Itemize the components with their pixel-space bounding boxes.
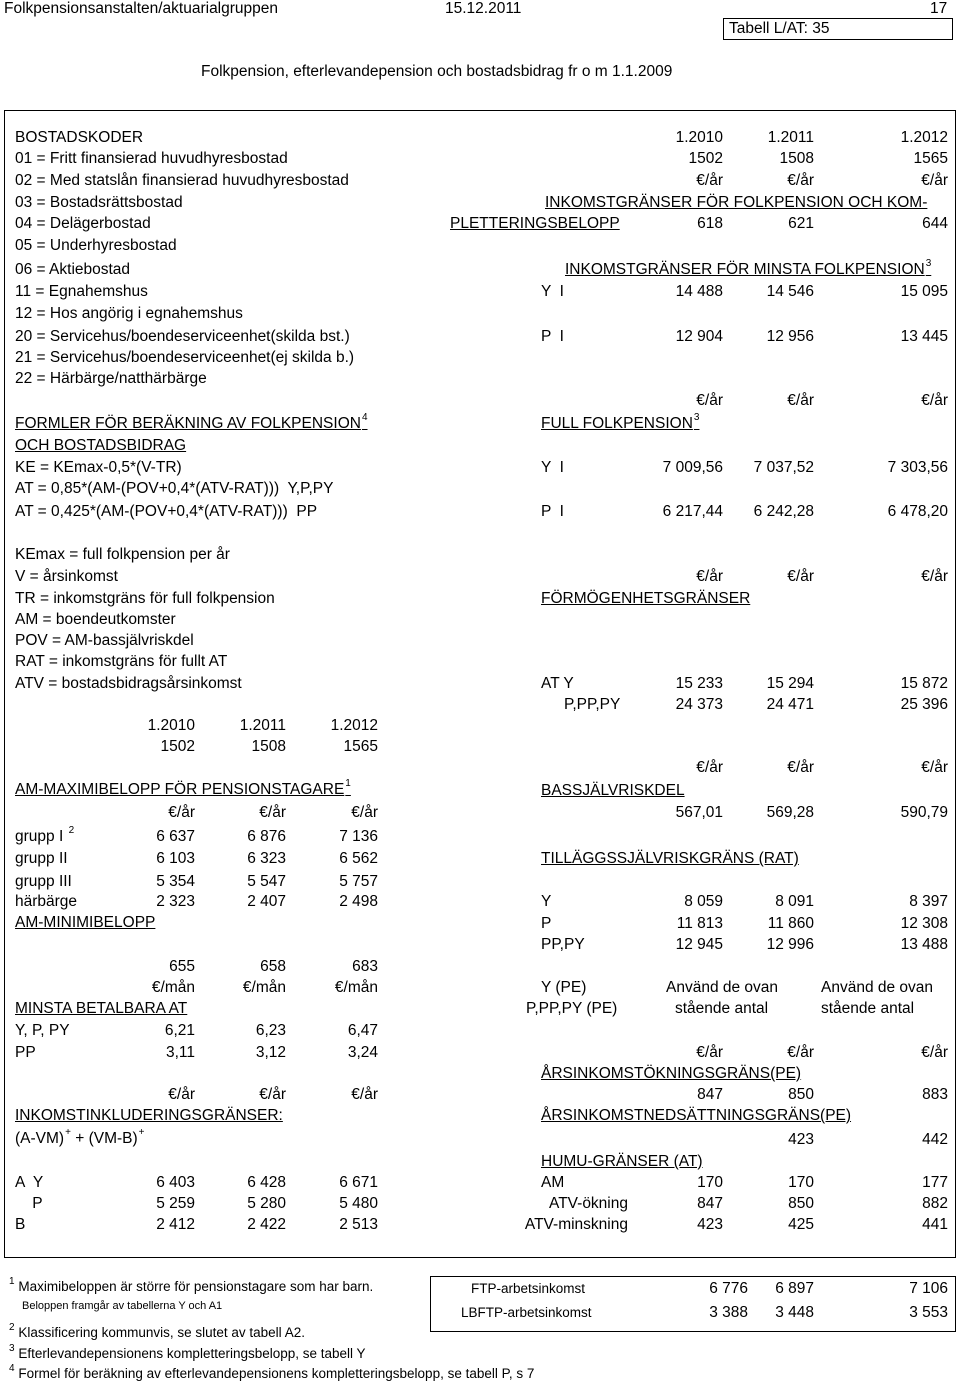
am-max-value: 5 757 [339,873,378,890]
bassjalv-value: 569,28 [766,804,814,821]
formel-line: AT = 0,85*(AM-(POV+0,4*(ATV-RAT))) Y,P,PY [15,480,334,497]
am-max-row-label: grupp II [15,850,68,867]
header-org: Folkpensionsanstalten/aktuarialgruppen [4,0,279,17]
bostadskod-item: 22 = Härbärge/natthärbärge [15,370,207,387]
full-fp-value: 7 009,56 [662,459,723,476]
inkludering-value: 6 428 [247,1174,286,1191]
left-year: 1.2012 [330,717,378,734]
minsta-fp-value: 12 904 [675,328,723,345]
minsta-at-value: 3,12 [255,1044,286,1061]
inkomstgranser-value: 618 [697,215,723,232]
minsta-at-value: 6,23 [255,1022,286,1039]
unit-label: €/år [259,804,286,821]
arbetsinkomst-value: 3 448 [775,1304,814,1321]
arbetsinkomst-label: FTP-arbetsinkomst [471,1281,586,1296]
humu-value: 882 [922,1195,948,1212]
minsta-fp-value: 14 488 [675,283,723,300]
bostadskod-item: 05 = Underhyresbostad [15,237,177,254]
humu-value: 170 [788,1174,814,1191]
unit-label: €/år [787,392,814,409]
bostadskod-item: 12 = Hos angörig i egnahemshus [15,305,243,322]
minsta-fp-value: 12 956 [766,328,814,345]
unit-label: €/år [696,759,723,776]
minsta-at-value: 3,11 [165,1044,195,1061]
tillagg-value: 8 397 [909,893,948,910]
unit-label: €/mån [334,979,378,996]
formogenhet-title: FÖRMÖGENHETSGRÄNSER [541,590,751,607]
legend-item: V = årsinkomst [15,568,118,585]
footnote: $^3$ Efterlevandepensionens kompletteringsbelopp, se tabell Y [9,1343,366,1361]
humu-value: 425 [788,1216,814,1233]
formler-title: FORMLER FÖR BERÄKNING AV FOLKPENSION$^4$ [15,412,368,432]
humu-label: AM [541,1174,565,1191]
inkludering-label: P [15,1195,43,1212]
inkludering-label: B [15,1216,26,1233]
tillagg-value: 8 059 [684,893,723,910]
am-min-title: AM-MINIMIBELOPP [15,914,156,931]
bostadskod-item: 03 = Bostadsrättsbostad [15,194,183,211]
left-index: 1565 [343,738,378,755]
header-page: 17 [930,0,948,17]
inkludering-value: 5 280 [247,1195,286,1212]
unit-label: €/år [259,1086,286,1103]
inkludering-label: A Y [15,1174,44,1191]
bassjalv-value: 567,01 [675,804,723,821]
am-max-row-label: härbärge [15,893,78,910]
arsinkomst-okning-value: 850 [788,1086,814,1103]
am-min-value: 683 [352,958,378,975]
arsinkomst-okning-value: 847 [697,1086,723,1103]
unit-label: €/år [921,759,948,776]
humu-title: HUMU-GRÄNSER (AT) [541,1153,703,1170]
unit-label: €/år [787,568,814,585]
unit-label: €/år [921,1044,948,1061]
arbetsinkomst-value: 3 388 [709,1304,748,1321]
am-max-value: 7 136 [339,828,378,845]
inkludering-value: 2 513 [339,1216,378,1233]
am-max-value: 5 354 [156,873,195,890]
legend-item: POV = AM-bassjälvriskdel [15,632,194,649]
legend-item: ATV = bostadsbidragsårsinkomst [15,675,242,692]
unit-label: €/år [168,1086,195,1103]
formogenhet-value: 25 396 [900,696,948,713]
tillagg-label: Y [541,893,552,910]
arbetsinkomst-value: 6 776 [709,1280,748,1297]
unit-label: €/år [696,392,723,409]
humu-value: 850 [788,1195,814,1212]
formel-line: AT = 0,425*(AM-(POV+0,4*(ATV-RAT))) PP [15,503,318,520]
tillagg-label: PP,PY [541,936,585,953]
tillagg-pe-label: P,PP,PY (PE) [526,1000,618,1017]
am-max-value: 2 407 [247,893,286,910]
arsinkomst-ned-title: ÅRSINKOMSTNEDSÄTTNINGSGRÄNS(PE) [541,1107,852,1124]
tillagg-pe-note: stående antal [675,1000,769,1017]
left-year: 1.2010 [147,717,195,734]
bostadskod-item: 01 = Fritt finansierad huvudhyresbostad [15,150,288,167]
full-fp-label: Y I [541,459,564,476]
legend-item: KEmax = full folkpension per år [15,546,230,563]
unit-label: €/år [921,172,948,189]
unit-label: €/år [696,172,723,189]
am-min-value: 655 [169,958,195,975]
inkomstgranser-value: 621 [788,215,814,232]
tillagg-value: 11 813 [676,915,723,932]
inkludering-formula: (A-VM)+ + (VM-B)+ [15,1127,145,1147]
inkludering-value: 6 671 [339,1174,378,1191]
formogenhet-label: AT Y [541,675,574,692]
full-fp-value: 6 217,44 [662,503,723,520]
tillagg-value: 12 996 [766,936,814,953]
formogenhet-value: 24 373 [675,696,723,713]
humu-value: 441 [922,1216,948,1233]
humu-value: 423 [697,1216,723,1233]
humu-value: 847 [697,1195,723,1212]
unit-label: €/år [351,804,378,821]
formogenhet-value: 15 294 [766,675,814,692]
unit-label: €/år [696,1044,723,1061]
right-year: 1.2011 [767,129,814,146]
am-max-value: 6 323 [247,850,286,867]
right-index: 1502 [688,150,723,167]
tillagg-value: 13 488 [900,936,948,953]
right-index: 1508 [779,150,814,167]
full-fp-value: 6 242,28 [753,503,814,520]
bostadskod-item: 21 = Servicehus/boendeserviceenhet(ej skilda b.) [15,349,355,366]
footnote-cont: Beloppen framgår av tabellerna Y och A1 [22,1300,223,1312]
arbetsinkomst-value: 3 553 [909,1304,948,1321]
inkludering-value: 5 259 [156,1195,195,1212]
minsta-fp-label: Y I [541,283,564,300]
minsta-fp-label: P I [541,328,564,345]
inkludering-value: 6 403 [156,1174,195,1191]
subtitle: Folkpension, efterlevandepension och bostadsbidrag fr o m 1.1.2009 [201,63,673,80]
am-max-row-label: grupp III [15,873,72,890]
header-date: 15.12.2011 [445,0,522,17]
minsta-at-value: 6,21 [164,1022,195,1039]
inkomstgranser-title: INKOMSTGRÄNSER FÖR FOLKPENSION OCH KOM- [545,194,928,211]
tillagg-title: TILLÄGGSSJÄLVRISKGRÄNS (RAT) [541,850,799,867]
unit-label: €/år [787,759,814,776]
tillagg-label: P [541,915,552,932]
minsta-fp-value: 13 445 [900,328,948,345]
formogenhet-label: P,PP,PY [564,696,621,713]
inkludering-value: 2 422 [247,1216,286,1233]
tillagg-pe-note: stående antal [821,1000,915,1017]
unit-label: €/år [351,1086,378,1103]
footnote: $^2$ Klassificering kommunvis, se slutet av tabell A2. [9,1322,305,1340]
left-index: 1502 [160,738,195,755]
am-max-title: AM-MAXIMIBELOPP FÖR PENSIONSTAGARE$^1$ [15,778,351,798]
table-label-box [723,18,953,40]
full-fp-value: 6 478,20 [887,503,948,520]
am-max-row-label: grupp I $^2$ [15,825,75,845]
minsta-at-label: PP [15,1044,36,1061]
inkludering-title: INKOMSTINKLUDERINGSGRÄNSER: [15,1107,283,1124]
right-year: 1.2012 [900,129,948,146]
am-max-value: 6 562 [339,850,378,867]
arbetsinkomst-label: LBFTP-arbetsinkomst [461,1305,592,1320]
bostadskod-item: 06 = Aktiebostad [15,261,131,278]
formler-title-2: OCH BOSTADSBIDRAG [15,437,187,454]
table-label: Tabell L/AT: 35 [729,20,830,37]
footnote: $^1$ Maximibeloppen är större för pensionstagare som har barn. [9,1276,374,1294]
tillagg-pe-label: Y (PE) [541,979,587,996]
inkomstgranser-value: 644 [922,215,948,232]
bassjalv-title: BASSJÄLVRISKDEL [541,782,685,799]
am-max-value: 6 637 [156,828,195,845]
minsta-fp-value: 14 546 [766,283,814,300]
am-min-value: 658 [260,958,286,975]
am-max-value: 6 876 [247,828,286,845]
bostadskod-item: 04 = Delägerbostad [15,215,151,232]
left-index: 1508 [251,738,286,755]
unit-label: €/mån [242,979,286,996]
legend-item: TR = inkomstgräns för full folkpension [15,590,275,607]
unit-label: €/år [921,392,948,409]
minsta-at-value: 3,24 [347,1044,378,1061]
right-index: 1565 [913,150,948,167]
tillagg-value: 11 860 [767,915,814,932]
tillagg-value: 8 091 [775,893,814,910]
unit-label: €/år [696,568,723,585]
inkludering-value: 2 412 [156,1216,195,1233]
formogenhet-value: 15 872 [900,675,948,692]
tillagg-pe-note: Använd de ovan [666,979,779,996]
arsinkomst-okning-value: 883 [922,1086,948,1103]
minsta-fp-title: INKOMSTGRÄNSER FÖR MINSTA FOLKPENSION$^3$ [565,258,932,278]
minsta-at-label: Y, P, PY [15,1022,70,1039]
formogenhet-value: 15 233 [675,675,723,692]
arsinkomst-okning-title: ÅRSINKOMSTÖKNINGSGRÄNS(PE) [541,1065,802,1082]
am-max-value: 5 547 [247,873,286,890]
minsta-fp-value: 15 095 [900,283,948,300]
am-max-value: 6 103 [156,850,195,867]
formel-line: KE = KEmax-0,5*(V-TR) [15,459,182,476]
right-year: 1.2010 [675,129,723,146]
inkomstgranser-title-2: PLETTERINGSBELOPP [450,215,620,232]
am-max-value: 2 323 [156,893,195,910]
arbetsinkomst-value: 7 106 [909,1280,948,1297]
humu-value: 177 [922,1174,948,1191]
tillagg-pe-note: Använd de ovan [821,979,934,996]
bassjalv-value: 590,79 [900,804,948,821]
am-max-value: 2 498 [339,893,378,910]
arbetsinkomst-value: 6 897 [775,1280,814,1297]
legend-item: RAT = inkomstgräns för fullt AT [15,653,228,670]
full-fp-value: 7 303,56 [887,459,948,476]
minsta-at-title: MINSTA BETALBARA AT [15,1000,188,1017]
left-year: 1.2011 [239,717,286,734]
humu-label: ATV-ökning [549,1195,628,1212]
arsinkomst-ned-value: 442 [922,1131,948,1148]
bostadskod-item: 11 = Egnahemshus [15,283,148,300]
unit-label: €/år [787,1044,814,1061]
tillagg-value: 12 308 [900,915,948,932]
full-fp-value: 7 037,52 [753,459,814,476]
bostadskod-item: 20 = Servicehus/boendeserviceenhet(skilda bst.) [15,328,350,345]
formogenhet-value: 24 471 [766,696,814,713]
inkludering-value: 5 480 [339,1195,378,1212]
unit-label: €/år [787,172,814,189]
unit-label: €/mån [151,979,195,996]
humu-label: ATV-minskning [524,1216,628,1233]
bostadskoder-title: BOSTADSKODER [15,129,144,146]
humu-value: 170 [697,1174,723,1191]
bostadskod-item: 02 = Med statslån finansierad huvudhyresbostad [15,172,349,189]
footnote: $^4$ Formel för beräkning av efterlevandepensionens kompletteringsbelopp, se tabell P, s 7 [9,1363,535,1381]
full-fp-label: P I [541,503,564,520]
full-fp-title: FULL FOLKPENSION$^3$ [541,412,700,432]
arsinkomst-ned-value: 423 [788,1131,814,1148]
unit-label: €/år [168,804,195,821]
minsta-at-value: 6,47 [347,1022,378,1039]
tillagg-value: 12 945 [675,936,723,953]
unit-label: €/år [921,568,948,585]
legend-item: AM = boendeutkomster [15,611,176,628]
